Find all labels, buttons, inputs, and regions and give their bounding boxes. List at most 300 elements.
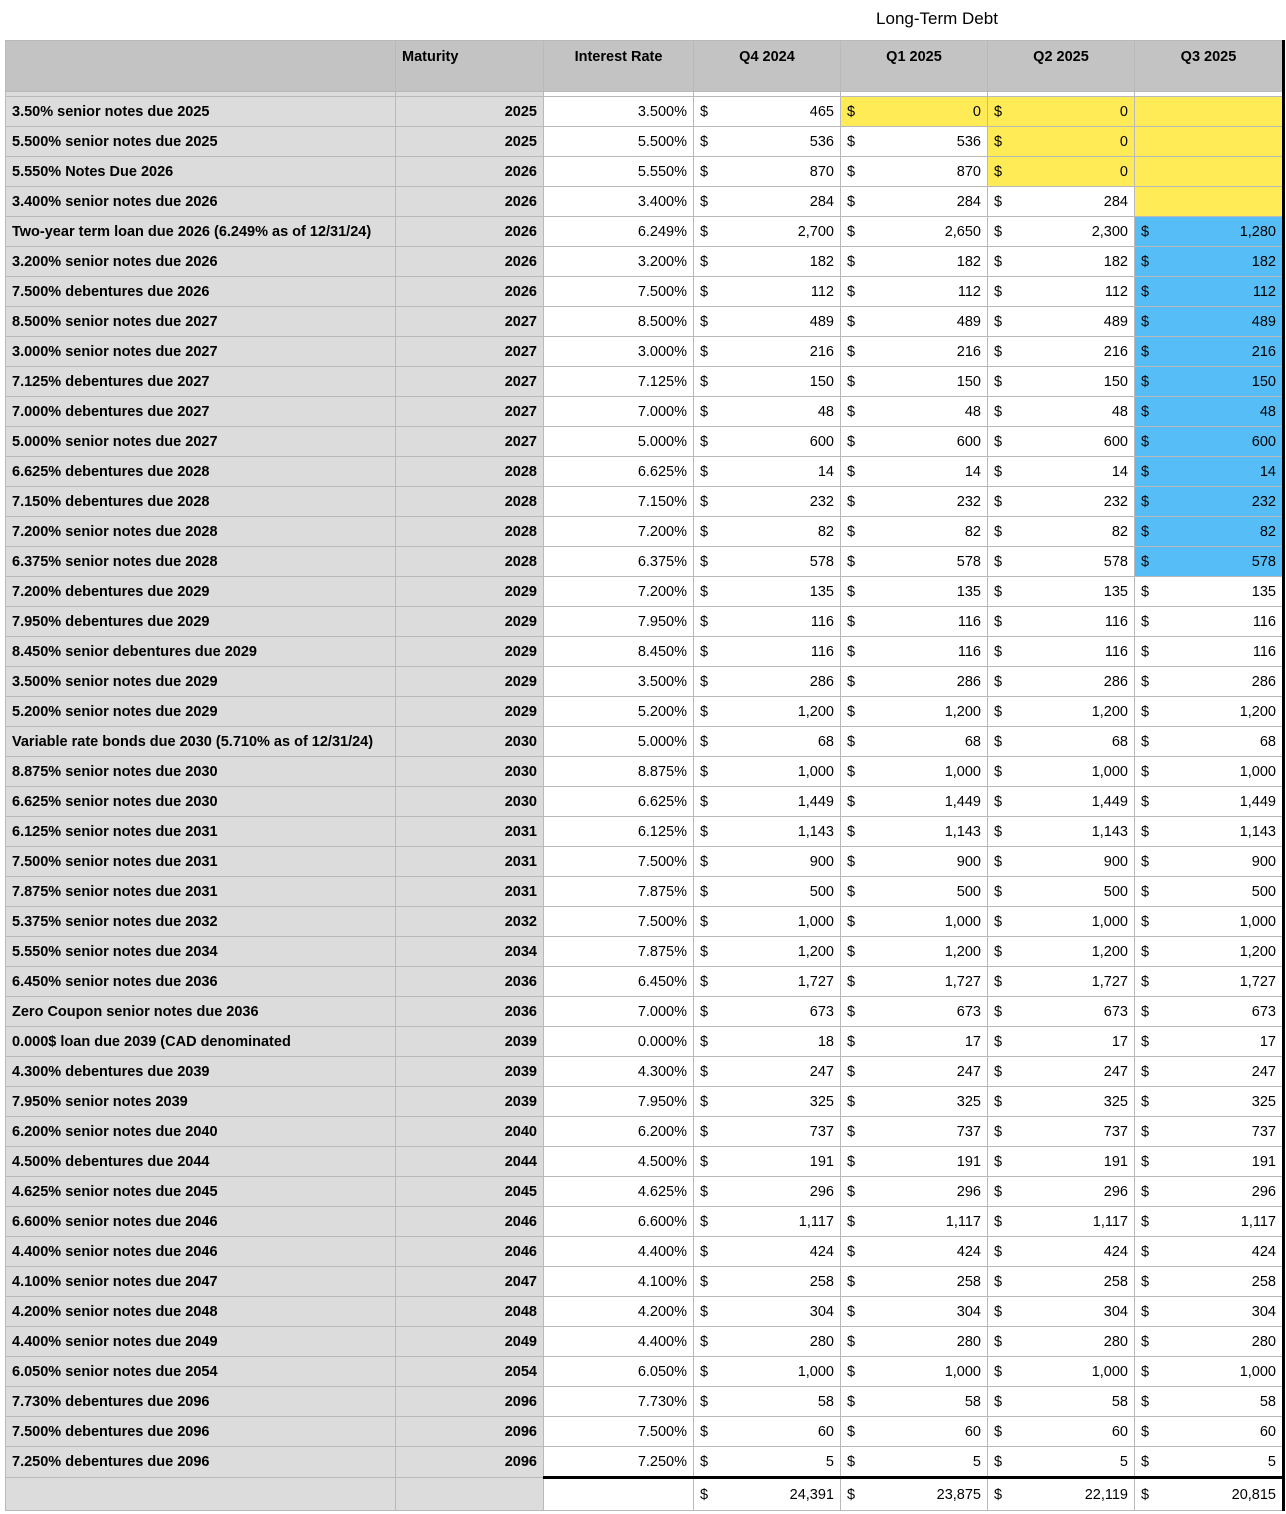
money-cell[interactable] — [1135, 1387, 1284, 1417]
money-cell[interactable] — [1135, 697, 1284, 727]
debt-name-cell[interactable]: 4.500% debentures due 2044 — [6, 1147, 396, 1177]
debt-name-cell[interactable]: Variable rate bonds due 2030 (5.710% as of 12/31/24) — [6, 727, 396, 757]
debt-name-cell[interactable]: 3.400% senior notes due 2026 — [6, 187, 396, 217]
money-cell[interactable] — [694, 1357, 841, 1387]
maturity-cell[interactable]: 2034 — [396, 937, 544, 967]
money-cell[interactable] — [694, 1147, 841, 1177]
money-cell[interactable] — [841, 1357, 988, 1387]
money-cell[interactable] — [841, 1147, 988, 1177]
maturity-cell[interactable]: 2030 — [396, 757, 544, 787]
money-cell[interactable] — [841, 1057, 988, 1087]
money-cell[interactable] — [694, 817, 841, 847]
money-cell[interactable] — [1135, 307, 1284, 337]
money-cell[interactable] — [841, 1177, 988, 1207]
money-cell[interactable] — [988, 157, 1135, 187]
debt-name-cell[interactable]: 4.200% senior notes due 2048 — [6, 1297, 396, 1327]
maturity-cell[interactable]: 2029 — [396, 607, 544, 637]
money-cell[interactable] — [841, 967, 988, 997]
maturity-cell[interactable]: 2025 — [396, 127, 544, 157]
money-cell[interactable] — [988, 1387, 1135, 1417]
money-cell[interactable] — [988, 967, 1135, 997]
debt-name-cell[interactable]: 3.500% senior notes due 2029 — [6, 667, 396, 697]
money-cell[interactable] — [841, 1027, 988, 1057]
debt-name-cell[interactable]: 6.625% debentures due 2028 — [6, 457, 396, 487]
money-cell[interactable] — [1135, 1267, 1284, 1297]
money-cell[interactable] — [988, 607, 1135, 637]
interest-rate-cell[interactable]: 6.375% — [544, 547, 694, 577]
money-cell[interactable] — [694, 1087, 841, 1117]
interest-rate-cell[interactable]: 7.125% — [544, 367, 694, 397]
debt-name-cell[interactable]: 8.450% senior debentures due 2029 — [6, 637, 396, 667]
money-cell[interactable] — [988, 1177, 1135, 1207]
money-cell[interactable] — [694, 877, 841, 907]
interest-rate-cell[interactable]: 6.125% — [544, 817, 694, 847]
interest-rate-cell[interactable]: 0.000% — [544, 1027, 694, 1057]
interest-rate-cell[interactable]: 8.500% — [544, 307, 694, 337]
money-cell[interactable] — [841, 397, 988, 427]
money-cell[interactable] — [1135, 1357, 1284, 1387]
money-cell[interactable] — [694, 97, 841, 127]
debt-name-cell[interactable]: 6.450% senior notes due 2036 — [6, 967, 396, 997]
maturity-cell[interactable]: 2036 — [396, 997, 544, 1027]
money-cell[interactable] — [1135, 607, 1284, 637]
debt-name-cell[interactable]: 7.950% senior notes 2039 — [6, 1087, 396, 1117]
debt-name-cell[interactable]: 7.125% debentures due 2027 — [6, 367, 396, 397]
money-cell[interactable] — [1135, 187, 1284, 217]
maturity-cell[interactable]: 2028 — [396, 487, 544, 517]
money-cell[interactable] — [1135, 727, 1284, 757]
money-cell[interactable] — [841, 187, 988, 217]
header-q4-2024[interactable]: Q4 2024 — [694, 41, 841, 92]
money-cell[interactable] — [841, 1087, 988, 1117]
debt-name-cell[interactable]: 6.125% senior notes due 2031 — [6, 817, 396, 847]
money-cell[interactable] — [988, 817, 1135, 847]
money-cell[interactable] — [841, 337, 988, 367]
money-cell[interactable] — [694, 277, 841, 307]
money-cell[interactable] — [841, 847, 988, 877]
total-cell[interactable] — [1135, 1478, 1284, 1511]
money-cell[interactable] — [1135, 337, 1284, 367]
money-cell[interactable] — [841, 1417, 988, 1447]
money-cell[interactable] — [841, 1327, 988, 1357]
debt-name-cell[interactable]: 7.150% debentures due 2028 — [6, 487, 396, 517]
money-cell[interactable] — [1135, 1147, 1284, 1177]
money-cell[interactable] — [694, 907, 841, 937]
debt-name-cell[interactable]: 4.300% debentures due 2039 — [6, 1057, 396, 1087]
interest-rate-cell[interactable]: 7.950% — [544, 607, 694, 637]
interest-rate-cell[interactable]: 7.730% — [544, 1387, 694, 1417]
debt-name-cell[interactable]: 4.400% senior notes due 2049 — [6, 1327, 396, 1357]
interest-rate-cell[interactable]: 6.249% — [544, 217, 694, 247]
interest-rate-cell[interactable]: 6.450% — [544, 967, 694, 997]
debt-name-cell[interactable]: 7.200% senior notes due 2028 — [6, 517, 396, 547]
debt-name-cell[interactable]: 7.250% debentures due 2096 — [6, 1447, 396, 1478]
money-cell[interactable] — [988, 97, 1135, 127]
totals-empty-cell[interactable] — [544, 1478, 694, 1511]
header-q3-2025[interactable]: Q3 2025 — [1135, 41, 1284, 92]
money-cell[interactable] — [841, 907, 988, 937]
money-cell[interactable] — [694, 937, 841, 967]
maturity-cell[interactable]: 2027 — [396, 427, 544, 457]
money-cell[interactable] — [1135, 757, 1284, 787]
maturity-cell[interactable]: 2028 — [396, 517, 544, 547]
interest-rate-cell[interactable]: 6.625% — [544, 787, 694, 817]
maturity-cell[interactable]: 2036 — [396, 967, 544, 997]
debt-name-cell[interactable]: 5.550% senior notes due 2034 — [6, 937, 396, 967]
debt-name-cell[interactable]: 0.000$ loan due 2039 (CAD denominated — [6, 1027, 396, 1057]
interest-rate-cell[interactable]: 7.950% — [544, 1087, 694, 1117]
money-cell[interactable] — [1135, 367, 1284, 397]
money-cell[interactable] — [694, 397, 841, 427]
maturity-cell[interactable]: 2026 — [396, 277, 544, 307]
debt-name-cell[interactable]: Two-year term loan due 2026 (6.249% as of 12/31/24) — [6, 217, 396, 247]
maturity-cell[interactable]: 2027 — [396, 367, 544, 397]
debt-name-cell[interactable]: 7.500% debentures due 2026 — [6, 277, 396, 307]
money-cell[interactable] — [1135, 1297, 1284, 1327]
debt-name-cell[interactable]: 7.500% debentures due 2096 — [6, 1417, 396, 1447]
maturity-cell[interactable]: 2031 — [396, 817, 544, 847]
totals-empty-cell[interactable] — [6, 1478, 396, 1511]
money-cell[interactable] — [841, 247, 988, 277]
maturity-cell[interactable]: 2027 — [396, 307, 544, 337]
money-cell[interactable] — [841, 697, 988, 727]
money-cell[interactable] — [841, 577, 988, 607]
interest-rate-cell[interactable]: 5.000% — [544, 727, 694, 757]
money-cell[interactable] — [988, 667, 1135, 697]
maturity-cell[interactable]: 2029 — [396, 697, 544, 727]
money-cell[interactable] — [841, 1267, 988, 1297]
debt-name-cell[interactable]: 5.550% Notes Due 2026 — [6, 157, 396, 187]
money-cell[interactable] — [1135, 1057, 1284, 1087]
money-cell[interactable] — [988, 1057, 1135, 1087]
money-cell[interactable] — [694, 607, 841, 637]
interest-rate-cell[interactable]: 4.400% — [544, 1237, 694, 1267]
debt-name-cell[interactable]: 4.400% senior notes due 2046 — [6, 1237, 396, 1267]
money-cell[interactable] — [694, 577, 841, 607]
money-cell[interactable] — [694, 967, 841, 997]
money-cell[interactable] — [1135, 877, 1284, 907]
money-cell[interactable] — [988, 1267, 1135, 1297]
interest-rate-cell[interactable]: 7.000% — [544, 397, 694, 427]
interest-rate-cell[interactable]: 3.000% — [544, 337, 694, 367]
money-cell[interactable] — [1135, 1237, 1284, 1267]
maturity-cell[interactable]: 2096 — [396, 1387, 544, 1417]
header-interest-rate[interactable]: Interest Rate — [544, 41, 694, 92]
money-cell[interactable] — [988, 847, 1135, 877]
maturity-cell[interactable]: 2031 — [396, 877, 544, 907]
debt-name-cell[interactable]: 7.950% debentures due 2029 — [6, 607, 396, 637]
money-cell[interactable] — [841, 757, 988, 787]
maturity-cell[interactable]: 2039 — [396, 1057, 544, 1087]
money-cell[interactable] — [988, 697, 1135, 727]
debt-name-cell[interactable]: 7.875% senior notes due 2031 — [6, 877, 396, 907]
money-cell[interactable] — [694, 367, 841, 397]
money-cell[interactable] — [1135, 967, 1284, 997]
money-cell[interactable] — [841, 367, 988, 397]
debt-name-cell[interactable]: 3.200% senior notes due 2026 — [6, 247, 396, 277]
maturity-cell[interactable]: 2027 — [396, 397, 544, 427]
money-cell[interactable] — [694, 1117, 841, 1147]
money-cell[interactable] — [988, 487, 1135, 517]
debt-name-cell[interactable]: 7.200% debentures due 2029 — [6, 577, 396, 607]
money-cell[interactable] — [694, 667, 841, 697]
money-cell[interactable] — [694, 1327, 841, 1357]
money-cell[interactable] — [1135, 487, 1284, 517]
interest-rate-cell[interactable]: 5.200% — [544, 697, 694, 727]
money-cell[interactable] — [988, 907, 1135, 937]
money-cell[interactable] — [988, 187, 1135, 217]
money-cell[interactable] — [694, 157, 841, 187]
money-cell[interactable] — [694, 757, 841, 787]
maturity-cell[interactable]: 2025 — [396, 97, 544, 127]
maturity-cell[interactable]: 2054 — [396, 1357, 544, 1387]
money-cell[interactable] — [694, 187, 841, 217]
money-cell[interactable] — [988, 1297, 1135, 1327]
money-cell[interactable] — [841, 997, 988, 1027]
maturity-cell[interactable]: 2039 — [396, 1027, 544, 1057]
money-cell[interactable] — [1135, 157, 1284, 187]
money-cell[interactable] — [841, 97, 988, 127]
money-cell[interactable] — [988, 247, 1135, 277]
money-cell[interactable] — [694, 1237, 841, 1267]
interest-rate-cell[interactable]: 7.150% — [544, 487, 694, 517]
money-cell[interactable] — [1135, 787, 1284, 817]
maturity-cell[interactable]: 2026 — [396, 187, 544, 217]
money-cell[interactable] — [988, 457, 1135, 487]
money-cell[interactable] — [1135, 1207, 1284, 1237]
money-cell[interactable] — [1135, 547, 1284, 577]
money-cell[interactable] — [694, 517, 841, 547]
money-cell[interactable] — [841, 637, 988, 667]
money-cell[interactable] — [988, 727, 1135, 757]
total-cell[interactable] — [841, 1478, 988, 1511]
money-cell[interactable] — [1135, 817, 1284, 847]
debt-name-cell[interactable]: 7.730% debentures due 2096 — [6, 1387, 396, 1417]
interest-rate-cell[interactable]: 5.500% — [544, 127, 694, 157]
money-cell[interactable] — [988, 277, 1135, 307]
maturity-cell[interactable]: 2028 — [396, 457, 544, 487]
debt-name-cell[interactable]: 5.000% senior notes due 2027 — [6, 427, 396, 457]
money-cell[interactable] — [841, 1297, 988, 1327]
money-cell[interactable] — [988, 1207, 1135, 1237]
money-cell[interactable] — [988, 997, 1135, 1027]
maturity-cell[interactable]: 2030 — [396, 787, 544, 817]
total-cell[interactable] — [988, 1478, 1135, 1511]
money-cell[interactable] — [841, 427, 988, 457]
interest-rate-cell[interactable]: 7.250% — [544, 1447, 694, 1478]
money-cell[interactable] — [1135, 997, 1284, 1027]
interest-rate-cell[interactable]: 4.100% — [544, 1267, 694, 1297]
money-cell[interactable] — [988, 577, 1135, 607]
maturity-cell[interactable]: 2040 — [396, 1117, 544, 1147]
money-cell[interactable] — [841, 787, 988, 817]
money-cell[interactable] — [694, 1057, 841, 1087]
money-cell[interactable] — [694, 727, 841, 757]
money-cell[interactable] — [694, 547, 841, 577]
interest-rate-cell[interactable]: 8.450% — [544, 637, 694, 667]
maturity-cell[interactable]: 2027 — [396, 337, 544, 367]
debt-name-cell[interactable]: 6.625% senior notes due 2030 — [6, 787, 396, 817]
header-maturity[interactable]: Maturity — [396, 41, 544, 92]
money-cell[interactable] — [988, 127, 1135, 157]
maturity-cell[interactable]: 2048 — [396, 1297, 544, 1327]
interest-rate-cell[interactable]: 4.200% — [544, 1297, 694, 1327]
money-cell[interactable] — [841, 457, 988, 487]
interest-rate-cell[interactable]: 7.200% — [544, 577, 694, 607]
money-cell[interactable] — [1135, 127, 1284, 157]
money-cell[interactable] — [841, 937, 988, 967]
money-cell[interactable] — [694, 1177, 841, 1207]
money-cell[interactable] — [841, 877, 988, 907]
money-cell[interactable] — [988, 937, 1135, 967]
maturity-cell[interactable]: 2039 — [396, 1087, 544, 1117]
money-cell[interactable] — [988, 517, 1135, 547]
money-cell[interactable] — [841, 1387, 988, 1417]
money-cell[interactable] — [988, 1117, 1135, 1147]
money-cell[interactable] — [1135, 1177, 1284, 1207]
money-cell[interactable] — [988, 1447, 1135, 1478]
interest-rate-cell[interactable]: 3.500% — [544, 97, 694, 127]
money-cell[interactable] — [1135, 1117, 1284, 1147]
debt-name-cell[interactable]: 8.875% senior notes due 2030 — [6, 757, 396, 787]
money-cell[interactable] — [988, 1147, 1135, 1177]
money-cell[interactable] — [841, 817, 988, 847]
total-cell[interactable] — [694, 1478, 841, 1511]
interest-rate-cell[interactable]: 6.050% — [544, 1357, 694, 1387]
money-cell[interactable] — [988, 337, 1135, 367]
interest-rate-cell[interactable]: 3.500% — [544, 667, 694, 697]
money-cell[interactable] — [841, 157, 988, 187]
maturity-cell[interactable]: 2045 — [396, 1177, 544, 1207]
interest-rate-cell[interactable]: 6.200% — [544, 1117, 694, 1147]
money-cell[interactable] — [694, 427, 841, 457]
money-cell[interactable] — [694, 127, 841, 157]
money-cell[interactable] — [841, 727, 988, 757]
interest-rate-cell[interactable]: 7.500% — [544, 277, 694, 307]
money-cell[interactable] — [988, 307, 1135, 337]
money-cell[interactable] — [694, 1447, 841, 1478]
money-cell[interactable] — [988, 1327, 1135, 1357]
money-cell[interactable] — [1135, 97, 1284, 127]
money-cell[interactable] — [1135, 1447, 1284, 1478]
money-cell[interactable] — [694, 487, 841, 517]
maturity-cell[interactable]: 2096 — [396, 1417, 544, 1447]
money-cell[interactable] — [1135, 637, 1284, 667]
money-cell[interactable] — [694, 847, 841, 877]
money-cell[interactable] — [694, 787, 841, 817]
money-cell[interactable] — [988, 1417, 1135, 1447]
debt-name-cell[interactable]: 3.50% senior notes due 2025 — [6, 97, 396, 127]
interest-rate-cell[interactable]: 7.500% — [544, 907, 694, 937]
interest-rate-cell[interactable]: 7.000% — [544, 997, 694, 1027]
money-cell[interactable] — [694, 247, 841, 277]
money-cell[interactable] — [841, 127, 988, 157]
money-cell[interactable] — [694, 457, 841, 487]
maturity-cell[interactable]: 2029 — [396, 667, 544, 697]
maturity-cell[interactable]: 2026 — [396, 157, 544, 187]
debt-name-cell[interactable]: 7.000% debentures due 2027 — [6, 397, 396, 427]
header-q1-2025[interactable]: Q1 2025 — [841, 41, 988, 92]
money-cell[interactable] — [694, 997, 841, 1027]
money-cell[interactable] — [841, 217, 988, 247]
interest-rate-cell[interactable]: 4.300% — [544, 1057, 694, 1087]
money-cell[interactable] — [841, 1207, 988, 1237]
money-cell[interactable] — [694, 1387, 841, 1417]
interest-rate-cell[interactable]: 4.400% — [544, 1327, 694, 1357]
totals-empty-cell[interactable] — [396, 1478, 544, 1511]
money-cell[interactable] — [1135, 937, 1284, 967]
money-cell[interactable] — [988, 397, 1135, 427]
maturity-cell[interactable]: 2029 — [396, 637, 544, 667]
debt-name-cell[interactable]: 5.500% senior notes due 2025 — [6, 127, 396, 157]
money-cell[interactable] — [988, 757, 1135, 787]
maturity-cell[interactable]: 2046 — [396, 1237, 544, 1267]
money-cell[interactable] — [841, 607, 988, 637]
maturity-cell[interactable]: 2030 — [396, 727, 544, 757]
debt-name-cell[interactable]: 3.000% senior notes due 2027 — [6, 337, 396, 367]
interest-rate-cell[interactable]: 7.500% — [544, 1417, 694, 1447]
money-cell[interactable] — [694, 307, 841, 337]
interest-rate-cell[interactable]: 7.875% — [544, 877, 694, 907]
debt-name-cell[interactable]: 4.625% senior notes due 2045 — [6, 1177, 396, 1207]
money-cell[interactable] — [1135, 1327, 1284, 1357]
money-cell[interactable] — [694, 337, 841, 367]
money-cell[interactable] — [1135, 427, 1284, 457]
money-cell[interactable] — [694, 697, 841, 727]
interest-rate-cell[interactable]: 7.875% — [544, 937, 694, 967]
maturity-cell[interactable]: 2031 — [396, 847, 544, 877]
maturity-cell[interactable]: 2047 — [396, 1267, 544, 1297]
money-cell[interactable] — [841, 1117, 988, 1147]
debt-name-cell[interactable]: Zero Coupon senior notes due 2036 — [6, 997, 396, 1027]
interest-rate-cell[interactable]: 4.500% — [544, 1147, 694, 1177]
money-cell[interactable] — [1135, 667, 1284, 697]
money-cell[interactable] — [1135, 577, 1284, 607]
money-cell[interactable] — [694, 1207, 841, 1237]
interest-rate-cell[interactable]: 7.500% — [544, 847, 694, 877]
money-cell[interactable] — [1135, 217, 1284, 247]
money-cell[interactable] — [841, 307, 988, 337]
money-cell[interactable] — [1135, 847, 1284, 877]
money-cell[interactable] — [1135, 1027, 1284, 1057]
maturity-cell[interactable]: 2046 — [396, 1207, 544, 1237]
maturity-cell[interactable]: 2032 — [396, 907, 544, 937]
interest-rate-cell[interactable]: 3.400% — [544, 187, 694, 217]
money-cell[interactable] — [694, 1267, 841, 1297]
money-cell[interactable] — [841, 1447, 988, 1478]
header-q2-2025[interactable]: Q2 2025 — [988, 41, 1135, 92]
interest-rate-cell[interactable]: 8.875% — [544, 757, 694, 787]
money-cell[interactable] — [1135, 1417, 1284, 1447]
money-cell[interactable] — [988, 1357, 1135, 1387]
money-cell[interactable] — [694, 1027, 841, 1057]
maturity-cell[interactable]: 2028 — [396, 547, 544, 577]
debt-name-cell[interactable]: 8.500% senior notes due 2027 — [6, 307, 396, 337]
debt-name-cell[interactable]: 6.050% senior notes due 2054 — [6, 1357, 396, 1387]
money-cell[interactable] — [1135, 397, 1284, 427]
money-cell[interactable] — [694, 637, 841, 667]
header-name[interactable] — [6, 41, 396, 92]
maturity-cell[interactable]: 2029 — [396, 577, 544, 607]
debt-name-cell[interactable]: 7.500% senior notes due 2031 — [6, 847, 396, 877]
money-cell[interactable] — [1135, 907, 1284, 937]
interest-rate-cell[interactable]: 4.625% — [544, 1177, 694, 1207]
debt-name-cell[interactable]: 5.375% senior notes due 2032 — [6, 907, 396, 937]
interest-rate-cell[interactable]: 5.550% — [544, 157, 694, 187]
money-cell[interactable] — [988, 1237, 1135, 1267]
money-cell[interactable] — [1135, 457, 1284, 487]
interest-rate-cell[interactable]: 6.600% — [544, 1207, 694, 1237]
